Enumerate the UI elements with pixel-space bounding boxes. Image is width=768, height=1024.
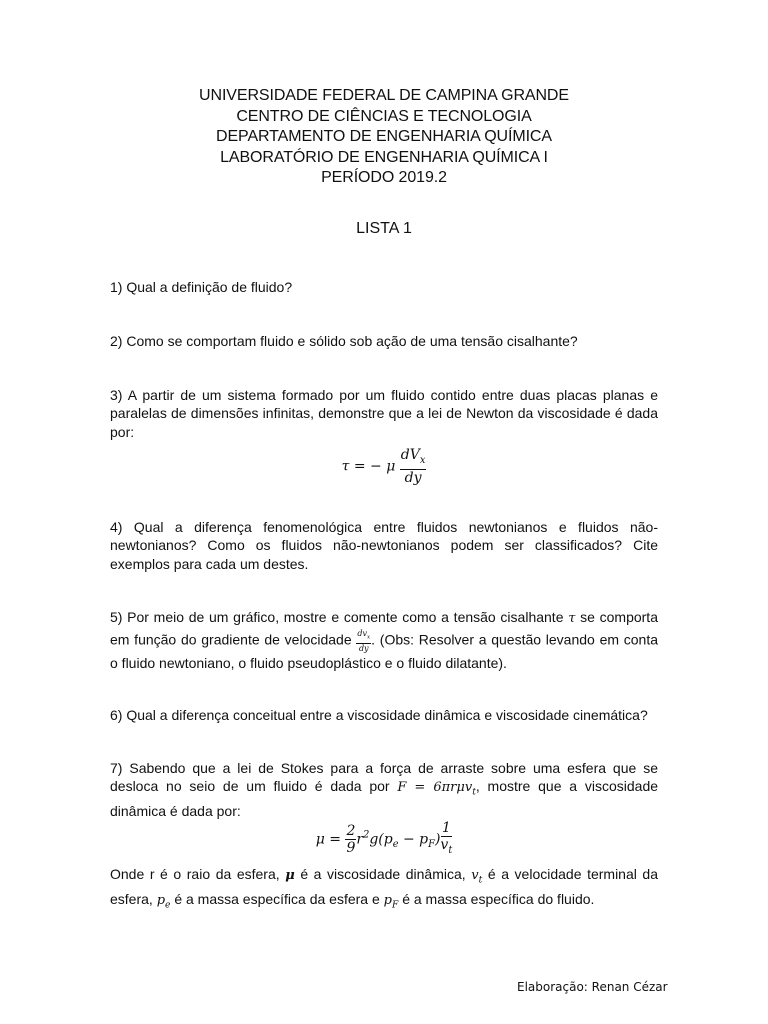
- question-5: [110, 607, 658, 673]
- lab-name: LABORATÓRIO DE ENGENHARIA QUÍMICA I: [220, 148, 548, 166]
- pe-symbol: $p_e$: [156, 893, 171, 911]
- question-7: [110, 759, 658, 821]
- dynamic-viscosity-equation: μ = $\frac{2}{9}$ $r^2g(p_e - p_F)$ $\frac{1}{v_t}$: [0, 820, 768, 859]
- question-5-text-a: 5) Por meio de um gráfico, mostre e comente como a tensão cisalhante: [110, 609, 564, 625]
- two-ninths-fraction: $\frac{2}{9}$: [346, 822, 356, 856]
- question-4: 4) Qual a diferença fenomenológica entre fluidos newtonianos e fluidos não-newtonianos? Como os fluidos não-newtonianos podem ser classificados? Cite exemplos para cada um destes.: [110, 519, 658, 572]
- stokes-law-inline: F = 6πrμv$_t$: [397, 780, 476, 798]
- definitions-text-e: é a velocidade terminal da esfera,: [110, 866, 659, 907]
- definitions-text-f: é a massa específica da esfera e: [174, 891, 380, 907]
- velocity-gradient-fraction: $\frac{dV_x}{dy}$: [400, 447, 426, 486]
- question-1: 1) Qual a definição de fluido?: [110, 279, 293, 295]
- mu-symbol: μ: [285, 868, 295, 883]
- newton-viscosity-equation: τ = − μ $\frac{dV_x}{dy}$: [341, 447, 426, 486]
- footer-author: Elaboração: Renan Cézar: [517, 980, 668, 994]
- question-7-text-a: 7) Sabendo que a lei de Stokes para a força de arraste sobre uma esfera que se desloca no seio de um fluido é dada por: [110, 760, 658, 795]
- vt-symbol: $v_t$: [471, 868, 483, 886]
- question-3-text: 3) A partir de um sistema formado por um fluido contido entre duas placas planas e paralelas de dimensões infinitas, demonstre que a lei de Newton da viscosidade é dada por:: [110, 387, 658, 440]
- definitions-text-g: é a massa específica do fluido.: [402, 891, 595, 907]
- definitions-text-d: é a viscosidade dinâmica,: [300, 866, 466, 882]
- question-5-text-c: . (Obs: Resolver a questão levando em conta o fluido newtoniano, o fluido pseudoplástico e o fluido dilatante).: [110, 631, 658, 671]
- definitions-text-c: Onde r é o raio da esfera,: [110, 866, 280, 882]
- question-5-text-b: se comporta em função do gradiente de velocidade: [110, 609, 658, 648]
- question-3: [110, 386, 658, 441]
- center-name: CENTRO DE CIÊNCIAS E TECNOLOGIA: [236, 107, 532, 125]
- department-name: DEPARTAMENTO DE ENGENHARIA QUÍMICA: [216, 128, 552, 145]
- university-name: UNIVERSIDADE FEDERAL DE CAMPINA GRANDE: [199, 87, 569, 104]
- velocity-gradient-inline-fraction: $\frac{dv_x}{dy}$: [357, 629, 371, 653]
- document-header: [0, 86, 768, 189]
- question-7-definitions: [110, 865, 658, 915]
- question-6: 6) Qual a diferença conceitual entre a viscosidade dinâmica e viscosidade cinemática?: [110, 707, 648, 723]
- tau-symbol: τ: [568, 611, 576, 626]
- question-7-text-b: , mostre que a viscosidade dinâmica é dada por:: [110, 778, 659, 820]
- period: PERÍODO 2019.2: [321, 169, 447, 186]
- list-title: LISTA 1: [356, 220, 412, 237]
- pf-symbol: $p_F$: [383, 893, 399, 911]
- question-2: 2) Como se comportam fluido e sólido sob ação de uma tensão cisalhante?: [110, 333, 578, 349]
- one-over-vt-fraction: $\frac{1}{v_t}$: [440, 820, 453, 856]
